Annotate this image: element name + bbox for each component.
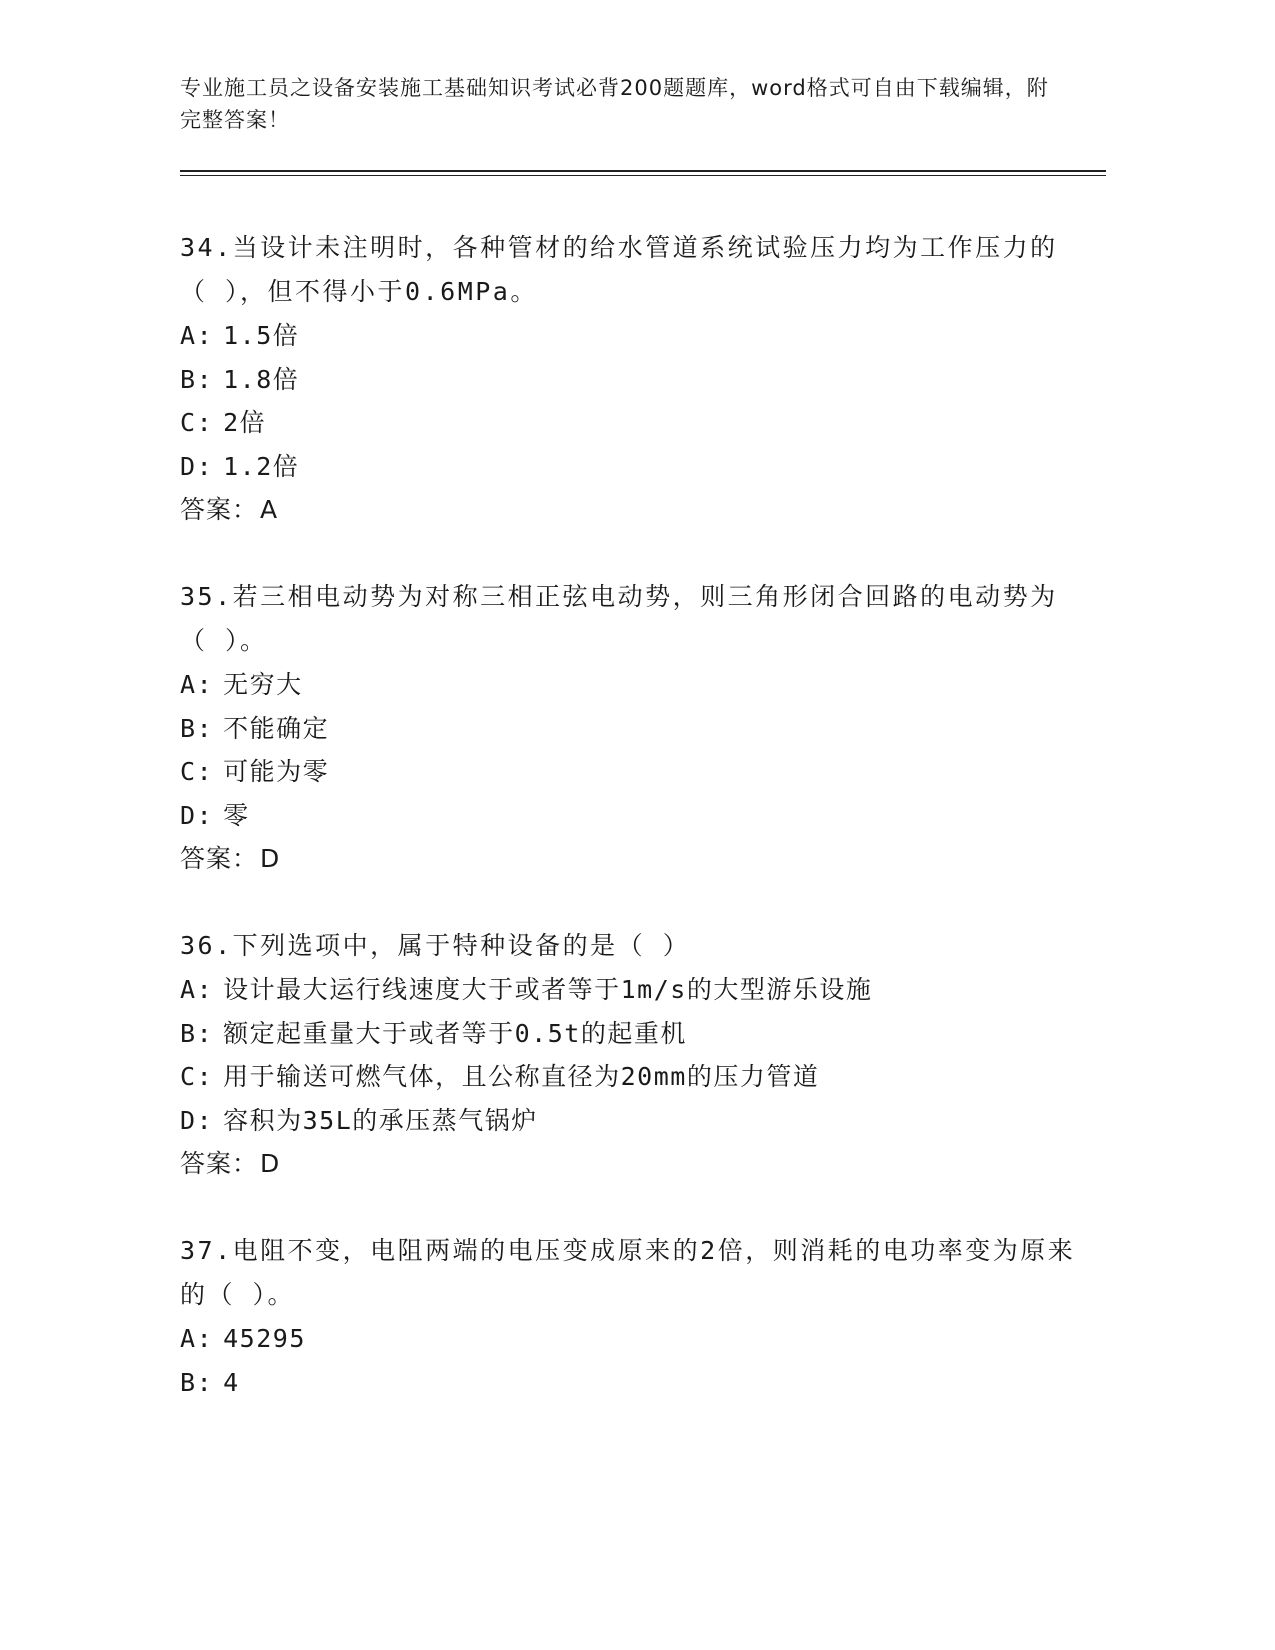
option-letter: D xyxy=(180,1105,197,1135)
option-text: 无穷大 xyxy=(223,670,303,699)
question-block xyxy=(180,226,1080,532)
question-block xyxy=(180,924,1080,1186)
option-text: 2倍 xyxy=(223,408,267,437)
option-letter: A xyxy=(180,1324,197,1353)
option-letter: A xyxy=(180,321,197,350)
answer-label: 答案： xyxy=(180,495,259,524)
option-separator: : xyxy=(196,713,214,743)
option-letter: A xyxy=(180,670,197,699)
option-text: 不能确定 xyxy=(223,713,330,743)
answer-option xyxy=(180,750,1080,794)
answer-line xyxy=(180,837,1080,881)
answer-option xyxy=(180,1361,1080,1405)
option-text: 可能为零 xyxy=(223,757,330,786)
option-letter: B xyxy=(180,1367,197,1397)
answer-option xyxy=(180,445,1080,489)
option-letter: C xyxy=(180,408,197,437)
option-letter: B xyxy=(180,364,197,394)
option-text: 容积为35L的承压蒸气锅炉 xyxy=(223,1105,538,1135)
answer-option xyxy=(180,663,1080,707)
answer-value: D xyxy=(260,1149,281,1178)
answer-option xyxy=(180,968,1080,1012)
option-text: 设计最大运行线速度大于或者等于1m/s的大型游乐设施 xyxy=(223,975,873,1004)
option-separator: : xyxy=(196,800,214,830)
question-list xyxy=(180,226,1080,1447)
option-letter: D xyxy=(180,800,197,830)
question-stem: 34.当设计未注明时，各种管材的给水管道系统试验压力均为工作压力的（ ），但不得小于0.6MPa。 xyxy=(180,233,1058,306)
option-separator: : xyxy=(196,451,214,481)
question-block xyxy=(180,1229,1080,1404)
question-stem: 35.若三相电动势为对称三相正弦电动势，则三角形闭合回路的电动势为（ ）。 xyxy=(180,582,1058,655)
question-stem: 37.电阻不变，电阻两端的电压变成原来的2倍，则消耗的电功率变为原来的（ ）。 xyxy=(180,1236,1076,1309)
option-separator: : xyxy=(196,1018,214,1048)
question-block xyxy=(180,575,1080,881)
document-header: 专业施工员之设备安装施工基础知识考试必背200题题库，word格式可自由下载编辑，附完整答案！ xyxy=(180,76,1049,132)
option-text: 1.2倍 xyxy=(223,451,300,481)
header-divider-thin xyxy=(180,175,1106,176)
option-separator: : xyxy=(196,757,214,786)
option-separator: : xyxy=(196,1367,214,1397)
answer-line xyxy=(180,1142,1080,1186)
option-separator: : xyxy=(196,1105,214,1135)
option-separator: : xyxy=(196,1324,214,1353)
option-separator: : xyxy=(196,1062,214,1091)
answer-option xyxy=(180,358,1080,402)
answer-option xyxy=(180,1055,1080,1099)
option-letter: C xyxy=(180,1062,197,1091)
answer-option xyxy=(180,707,1080,751)
option-letter: B xyxy=(180,1018,197,1048)
question-stem: 36.下列选项中，属于特种设备的是（ ） xyxy=(180,931,691,960)
answer-option xyxy=(180,794,1080,838)
answer-option xyxy=(180,1012,1080,1056)
option-letter: C xyxy=(180,757,197,786)
option-separator: : xyxy=(196,670,214,699)
answer-line xyxy=(180,488,1080,532)
answer-option xyxy=(180,1099,1080,1143)
option-letter: B xyxy=(180,713,197,743)
option-letter: A xyxy=(180,975,197,1004)
option-separator: : xyxy=(196,364,214,394)
header-divider-thick xyxy=(180,170,1106,172)
answer-option xyxy=(180,314,1080,358)
option-text: 45295 xyxy=(223,1324,306,1353)
answer-value: D xyxy=(260,844,281,873)
option-text: 1.8倍 xyxy=(223,364,300,394)
option-text: 零 xyxy=(223,800,250,830)
option-text: 额定起重量大于或者等于0.5t的起重机 xyxy=(223,1018,687,1048)
option-separator: : xyxy=(196,321,214,350)
answer-option xyxy=(180,1317,1080,1361)
option-text: 4 xyxy=(223,1367,240,1397)
answer-label: 答案： xyxy=(180,844,259,873)
option-text: 1.5倍 xyxy=(223,321,300,350)
answer-value: A xyxy=(260,495,279,524)
option-separator: : xyxy=(196,975,214,1004)
answer-option xyxy=(180,401,1080,445)
option-text: 用于输送可燃气体，且公称直径为20mm的压力管道 xyxy=(223,1062,820,1091)
option-letter: D xyxy=(180,451,197,481)
answer-label: 答案： xyxy=(180,1149,259,1178)
option-separator: : xyxy=(196,408,214,437)
